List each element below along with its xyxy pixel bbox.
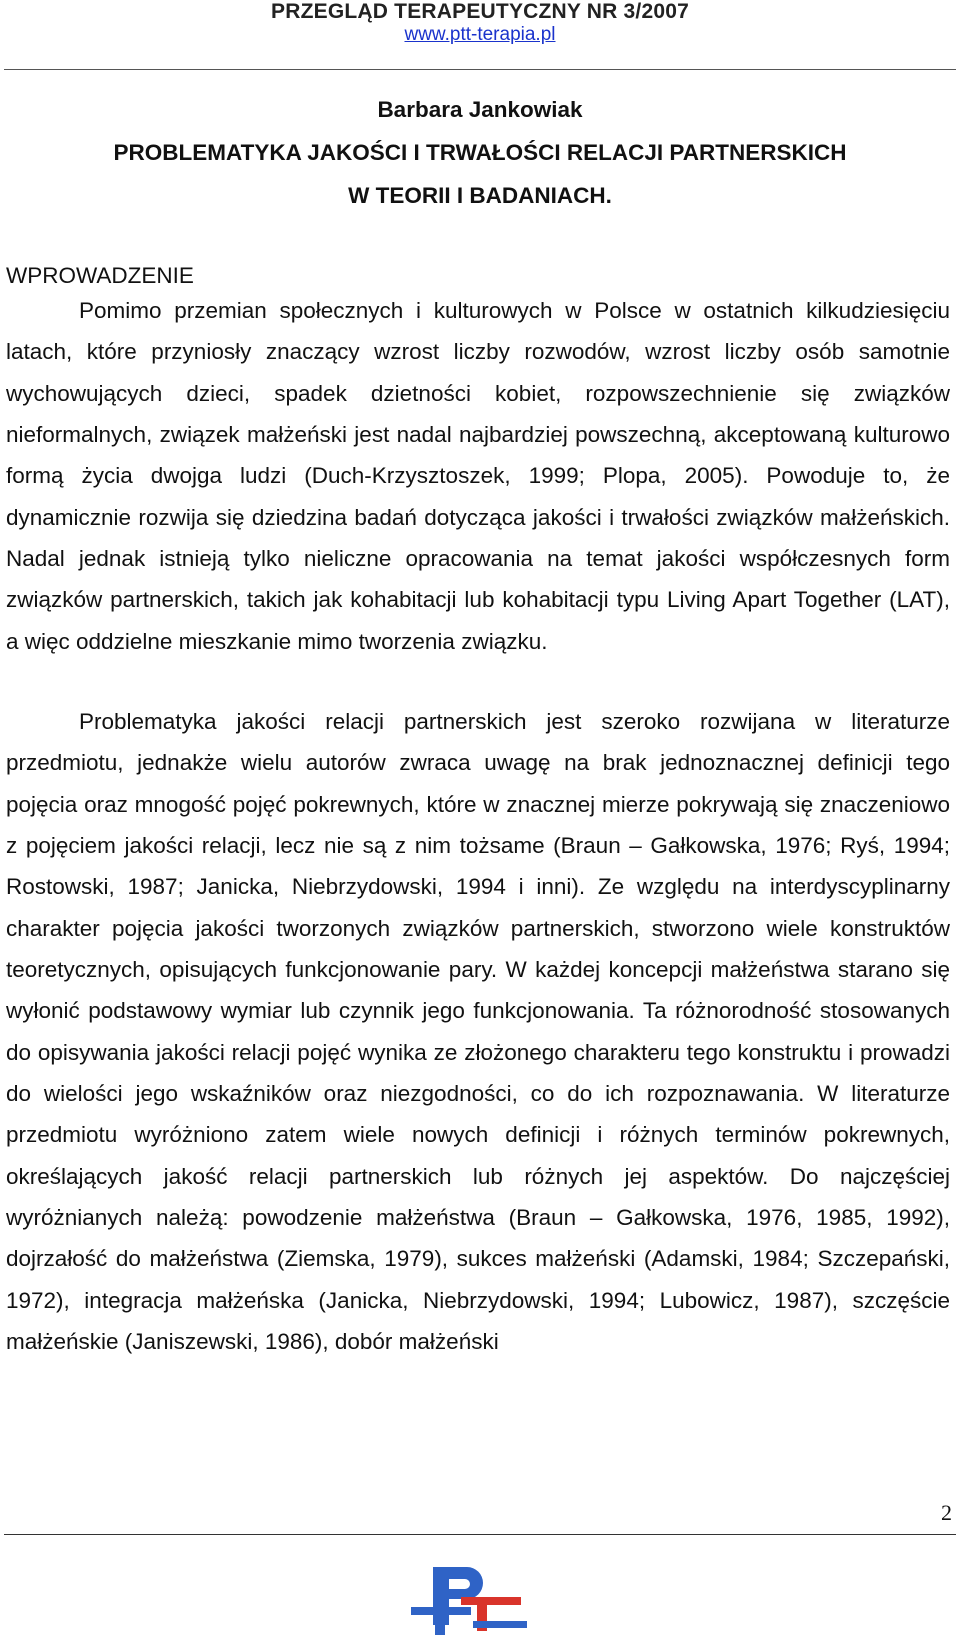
logo-bar-blue-2 (473, 1621, 527, 1628)
logo-bar-blue (411, 1607, 471, 1615)
article-title-block (0, 88, 960, 217)
logo-stem-blue (435, 1615, 445, 1635)
author-name: Barbara Jankowiak (377, 97, 583, 122)
header-divider (4, 69, 956, 70)
body-paragraph: Problematyka jakości relacji partnerskich jest szeroko rozwijana w literaturze przedmiotu, jednakże wielu autorów zwraca uwagę na brak jednoznacznej definicji tego pojęcia oraz mnogość pojęć pokrewnych, które w znacznej mierze pokrywają się znaczeniowo z pojęciem jakości relacji, lecz nie są z nim tożsame (Braun – Gałkowska, 1976; Ryś, 1994; Rostowski, 1987; Janicka, Niebrzydowski, 1994 i inni). Ze względu na interdyscyplinarny charakter pojęcia jakości tworzonych związków partnerskich, stworzono wiele konstruktów teoretycznych, opisujących funkcjonowanie pary. W każdej koncepcji małżeństwa starano się wyłonić podstawowy wymiar lub czynnik jego funkcjonowania. Ta różnorodność stosowanych do opisywania jakości relacji pojęć wynika ze złożonego charakteru tego konstruktu i prowadzi do wielości jego wskaźników oraz niezgodności, co do ich rozpoznawania. W literaturze przedmiotu wyróżniono zatem wiele nowych definicji i różnych terminów pokrewnych, określających jakość relacji partnerskich lub różnych jej aspektów. Do najczęściej wyróżnianych należą: powodzenie małżeństwa (Braun – Gałkowska, 1976, 1985, 1992), dojrzałość do małżeństwa (Ziemska, 1979), sukces małżeński (Adamski, 1984; Szczepański, 1972), integracja małżeńska (Janicka, Niebrzydowski, 1994; Lubowicz, 1987), szczęście małżeńskie (Janiszewski, 1986), dobór małżeński (6, 709, 950, 1355)
article-title-line-1: PROBLEMATYKA JAKOŚCI I TRWAŁOŚCI RELACJI PARTNERSKICH (113, 140, 847, 165)
article-title-line-2: W TEORII I BADANIACH. (348, 183, 612, 208)
ptt-logo (403, 1561, 533, 1639)
page-number: 2 (941, 1500, 952, 1525)
journal-title: PRZEGLĄD TERAPEUTYCZNY NR 3/2007 (271, 0, 689, 23)
footer-divider (4, 1534, 956, 1535)
journal-url-link[interactable]: www.ptt-terapia.pl (404, 24, 556, 45)
body-paragraph: Pomimo przemian społecznych i kulturowych w Polsce w ostatnich kilkudziesięciu latach, które przyniosły znaczący wzrost liczby rozwodów, wzrost liczby osób samotnie wychowujących dzieci, spadek dzietności kobiet, rozpowszechnienie się związków nieformalnych, związek małżeński jest nadal najbardziej powszechną, akceptowaną kulturowo formą życia dwojga ludzi (Duch-Krzysztoszek, 1999; Plopa, 2005). Powoduje to, że dynamicznie rozwija się dziedzina badań dotycząca jakości i trwałości związków małżeńskich. Nadal jednak istnieją tylko nieliczne opracowania na temat jakości współczesnych form związków partnerskich, takich jak kohabitacji lub kohabitacji typu Living Apart Together (LAT), a więc oddzielne mieszkanie mimo tworzenia związku. (6, 298, 950, 654)
logo-bar-red (461, 1597, 521, 1605)
section-heading: WPROWADZENIE (6, 263, 194, 288)
page-header (0, 0, 960, 46)
